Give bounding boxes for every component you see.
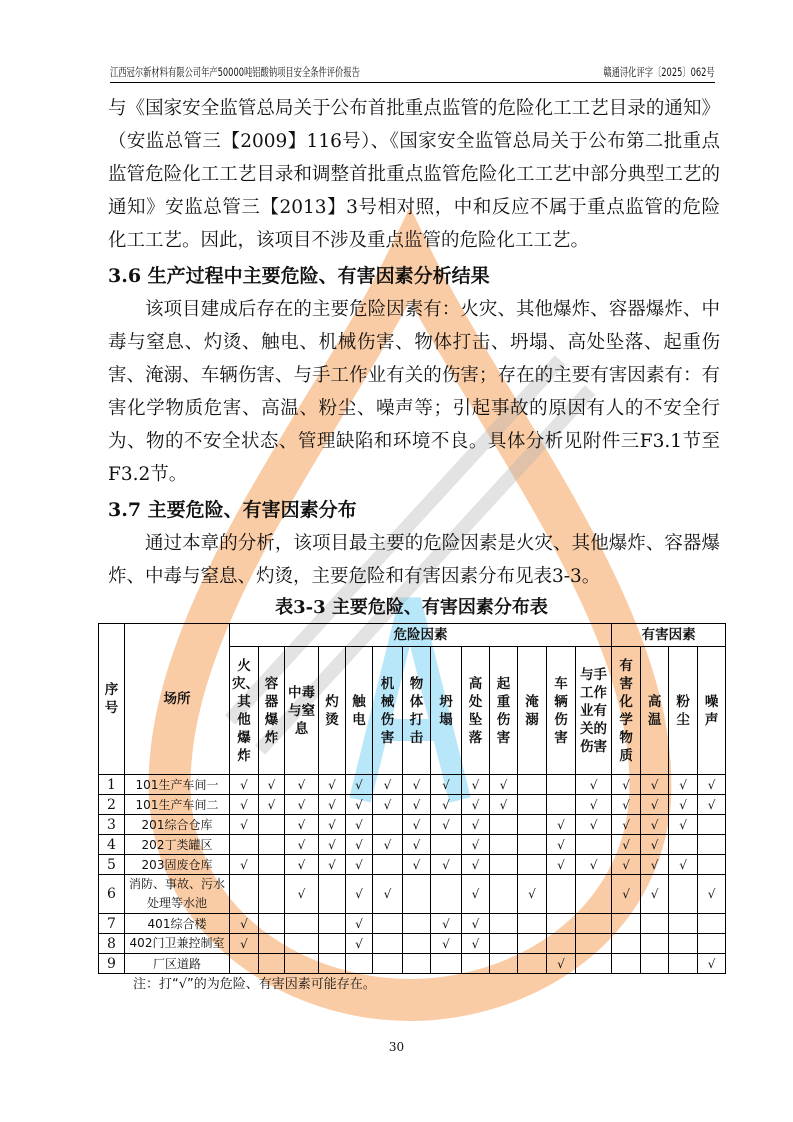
table-row — [99, 934, 726, 954]
header-doc-number: 赣通浔化评字〔2025〕062号 — [603, 65, 715, 79]
check-mark: √ — [669, 855, 698, 875]
check-mark: √ — [576, 815, 612, 835]
empty-cell — [490, 934, 518, 954]
check-mark: √ — [641, 875, 669, 914]
table-row — [99, 875, 726, 914]
check-mark: √ — [346, 775, 373, 795]
col-header-factor: 高温 — [641, 647, 669, 775]
empty-cell — [669, 875, 698, 914]
check-mark: √ — [319, 815, 346, 835]
check-mark: √ — [285, 835, 319, 855]
page-number: 30 — [388, 1040, 405, 1054]
group-header-harm: 有害因素 — [612, 624, 726, 647]
check-mark: √ — [285, 815, 319, 835]
row-place: 202丁类罐区 — [125, 835, 230, 855]
empty-cell — [431, 954, 462, 974]
row-place: 101生产车间一 — [125, 775, 230, 795]
check-mark: √ — [547, 954, 576, 974]
row-number: 8 — [99, 934, 125, 954]
check-mark: √ — [403, 835, 431, 855]
row-place: 401综合楼 — [125, 914, 230, 934]
empty-cell — [518, 835, 547, 855]
empty-cell — [518, 815, 547, 835]
check-mark: √ — [285, 855, 319, 875]
group-header-danger: 危险因素 — [230, 624, 612, 647]
check-mark: √ — [641, 815, 669, 835]
empty-cell — [230, 954, 259, 974]
empty-cell — [669, 954, 698, 974]
empty-cell — [547, 875, 576, 914]
empty-cell — [259, 875, 285, 914]
col-header-factor: 容器爆炸 — [259, 647, 285, 775]
empty-cell — [403, 875, 431, 914]
empty-cell — [285, 914, 319, 934]
check-mark: √ — [346, 914, 373, 934]
page-content — [104, 92, 720, 994]
col-header-factor: 粉尘 — [669, 647, 698, 775]
section-3-6-heading: 3.6 生产过程中主要危险、有害因素分析结果 — [108, 265, 490, 287]
empty-cell — [490, 835, 518, 855]
row-number: 3 — [99, 815, 125, 835]
check-mark: √ — [259, 795, 285, 815]
check-mark: √ — [462, 775, 490, 795]
check-mark: √ — [612, 795, 641, 815]
col-header-factor: 车辆伤害 — [547, 647, 576, 775]
col-header-factor: 有害化学物质 — [612, 647, 641, 775]
check-mark: √ — [403, 775, 431, 795]
empty-cell — [641, 914, 669, 934]
check-mark: √ — [285, 875, 319, 914]
check-mark: √ — [547, 815, 576, 835]
table-row — [99, 835, 726, 855]
hazard-distribution-table — [98, 623, 726, 974]
empty-cell — [319, 934, 346, 954]
empty-cell — [547, 775, 576, 795]
page-header — [110, 64, 715, 83]
check-mark: √ — [490, 795, 518, 815]
check-mark: √ — [230, 795, 259, 815]
row-number: 1 — [99, 775, 125, 795]
check-mark: √ — [698, 875, 726, 914]
check-mark: √ — [346, 815, 373, 835]
table-note: 注：打“√”的为危险、有害因素可能存在。 — [133, 977, 376, 992]
empty-cell — [518, 954, 547, 974]
check-mark: √ — [698, 954, 726, 974]
col-header-no: 序号 — [99, 624, 125, 775]
table-caption: 表3-3 主要危险、有害因素分布表 — [275, 597, 548, 618]
row-place: 201综合仓库 — [125, 815, 230, 835]
empty-cell — [259, 914, 285, 934]
row-place: 101生产车间二 — [125, 795, 230, 815]
empty-cell — [698, 914, 726, 934]
check-mark: √ — [346, 934, 373, 954]
table-row — [99, 815, 726, 835]
empty-cell — [490, 875, 518, 914]
row-number: 9 — [99, 954, 125, 974]
col-header-factor: 噪声 — [698, 647, 726, 775]
check-mark: √ — [641, 835, 669, 855]
empty-cell — [230, 835, 259, 855]
empty-cell — [259, 855, 285, 875]
check-mark: √ — [403, 855, 431, 875]
check-mark: √ — [462, 835, 490, 855]
empty-cell — [669, 914, 698, 934]
col-header-factor: 火灾、其他爆炸 — [230, 647, 259, 775]
empty-cell — [285, 934, 319, 954]
empty-cell — [285, 954, 319, 974]
empty-cell — [612, 934, 641, 954]
section-3-7-heading: 3.7 主要危险、有害因素分布 — [108, 499, 357, 521]
check-mark: √ — [319, 855, 346, 875]
check-mark: √ — [462, 914, 490, 934]
empty-cell — [547, 914, 576, 934]
check-mark: √ — [230, 914, 259, 934]
check-mark: √ — [462, 795, 490, 815]
check-mark: √ — [490, 775, 518, 795]
check-mark: √ — [431, 775, 462, 795]
col-header-factor: 中毒与窒息 — [285, 647, 319, 775]
col-header-factor: 触电 — [346, 647, 373, 775]
document-body — [108, 92, 720, 593]
empty-cell — [431, 835, 462, 855]
intro-paragraph: 与《国家安全监管总局关于公布首批重点监管的危险化工工艺目录的通知》（安监总管三【2009】116号）、《国家安全监管总局关于公布第二批重点监管危险化工工艺目录和调整首批重点监管危险化工工艺中部分典型工艺的通知》安监总管三【2013】3号相对照，中和反应不属于重点监管的危险化工工艺。因此，该项目不涉及重点监管的危险化工工艺。 — [108, 98, 720, 251]
check-mark: √ — [576, 795, 612, 815]
empty-cell — [259, 954, 285, 974]
row-number: 7 — [99, 914, 125, 934]
section-3-6-text: 该项目建成后存在的主要危险因素有：火灾、其他爆炸、容器爆炸、中毒与窒息、灼烫、触电、机械伤害、物体打击、坍塌、高处坠落、起重伤害、淹溺、车辆伤害、与手工作业有关的伤害；存在的主要有害因素有：有害化学物质危害、高温、粉尘、噪声等；引起事故的原因有人的不安全行为、物的不安全状态、管理缺陷和环境不良。具体分析见附件三F3.1节至F3.2节。 — [108, 299, 720, 485]
check-mark: √ — [698, 795, 726, 815]
empty-cell — [518, 775, 547, 795]
table-row — [99, 855, 726, 875]
empty-cell — [230, 875, 259, 914]
empty-cell — [641, 934, 669, 954]
empty-cell — [373, 815, 403, 835]
check-mark: √ — [346, 795, 373, 815]
check-mark: √ — [641, 775, 669, 795]
col-header-factor: 机械伤害 — [373, 647, 403, 775]
check-mark: √ — [576, 775, 612, 795]
check-mark: √ — [462, 855, 490, 875]
row-number: 2 — [99, 795, 125, 815]
empty-cell — [403, 934, 431, 954]
empty-cell — [319, 875, 346, 914]
empty-cell — [403, 914, 431, 934]
empty-cell — [373, 954, 403, 974]
row-place: 厂区道路 — [125, 954, 230, 974]
empty-cell — [576, 875, 612, 914]
check-mark: √ — [285, 795, 319, 815]
check-mark: √ — [612, 815, 641, 835]
empty-cell — [518, 795, 547, 815]
check-mark: √ — [373, 795, 403, 815]
check-mark: √ — [346, 855, 373, 875]
check-mark: √ — [230, 815, 259, 835]
empty-cell — [698, 855, 726, 875]
table-row — [99, 954, 726, 974]
col-header-place: 场所 — [125, 624, 230, 775]
check-mark: √ — [518, 875, 547, 914]
table-row — [99, 775, 726, 795]
col-header-factor: 坍塌 — [431, 647, 462, 775]
empty-cell — [319, 914, 346, 934]
check-mark: √ — [612, 875, 641, 914]
check-mark: √ — [373, 835, 403, 855]
empty-cell — [669, 934, 698, 954]
empty-cell — [669, 835, 698, 855]
check-mark: √ — [576, 855, 612, 875]
check-mark: √ — [641, 855, 669, 875]
table-row — [99, 795, 726, 815]
empty-cell — [431, 875, 462, 914]
empty-cell — [259, 835, 285, 855]
check-mark: √ — [230, 855, 259, 875]
row-number: 6 — [99, 875, 125, 914]
empty-cell — [490, 815, 518, 835]
col-header-factor: 与手工作业有关的伤害 — [576, 647, 612, 775]
check-mark: √ — [319, 795, 346, 815]
check-mark: √ — [319, 775, 346, 795]
row-place: 消防、事故、污水处理等水池 — [125, 875, 230, 914]
col-header-factor: 淹溺 — [518, 647, 547, 775]
check-mark: √ — [431, 795, 462, 815]
check-mark: √ — [462, 815, 490, 835]
empty-cell — [612, 954, 641, 974]
col-header-factor: 物体打击 — [403, 647, 431, 775]
empty-cell — [612, 914, 641, 934]
empty-cell — [490, 954, 518, 974]
check-mark: √ — [431, 934, 462, 954]
row-place: 203固废仓库 — [125, 855, 230, 875]
empty-cell — [373, 914, 403, 934]
empty-cell — [576, 954, 612, 974]
empty-cell — [259, 934, 285, 954]
empty-cell — [518, 855, 547, 875]
check-mark: √ — [230, 934, 259, 954]
empty-cell — [490, 914, 518, 934]
check-mark: √ — [669, 775, 698, 795]
check-mark: √ — [612, 855, 641, 875]
empty-cell — [373, 855, 403, 875]
empty-cell — [403, 954, 431, 974]
col-header-factor: 灼烫 — [319, 647, 346, 775]
check-mark: √ — [547, 855, 576, 875]
empty-cell — [518, 914, 547, 934]
empty-cell — [698, 835, 726, 855]
check-mark: √ — [346, 835, 373, 855]
check-mark: √ — [285, 775, 319, 795]
row-place: 402门卫兼控制室 — [125, 934, 230, 954]
check-mark: √ — [373, 875, 403, 914]
check-mark: √ — [462, 934, 490, 954]
check-mark: √ — [403, 795, 431, 815]
check-mark: √ — [431, 914, 462, 934]
empty-cell — [346, 954, 373, 974]
empty-cell — [641, 954, 669, 974]
check-mark: √ — [346, 875, 373, 914]
empty-cell — [698, 934, 726, 954]
empty-cell — [576, 934, 612, 954]
check-mark: √ — [547, 835, 576, 855]
empty-cell — [373, 934, 403, 954]
col-header-factor: 高处坠落 — [462, 647, 490, 775]
empty-cell — [547, 934, 576, 954]
row-number: 5 — [99, 855, 125, 875]
check-mark: √ — [319, 835, 346, 855]
empty-cell — [259, 815, 285, 835]
empty-cell — [576, 914, 612, 934]
check-mark: √ — [403, 815, 431, 835]
section-3-7-text: 通过本章的分析，该项目最主要的危险因素是火灾、其他爆炸、容器爆炸、中毒与窒息、灼烫，主要危险和有害因素分布见表3-3。 — [108, 533, 720, 587]
check-mark: √ — [612, 775, 641, 795]
row-number: 4 — [99, 835, 125, 855]
empty-cell — [576, 835, 612, 855]
check-mark: √ — [431, 815, 462, 835]
header-title: 江西冠尔新材料有限公司年产50000吨铝酸钠项目安全条件评价报告 — [110, 65, 360, 79]
check-mark: √ — [462, 875, 490, 914]
check-mark: √ — [259, 775, 285, 795]
empty-cell — [490, 855, 518, 875]
table-row — [99, 914, 726, 934]
check-mark: √ — [698, 775, 726, 795]
empty-cell — [698, 815, 726, 835]
empty-cell — [319, 954, 346, 974]
check-mark: √ — [431, 855, 462, 875]
check-mark: √ — [641, 795, 669, 815]
check-mark: √ — [612, 835, 641, 855]
empty-cell — [462, 954, 490, 974]
col-header-factor: 起重伤害 — [490, 647, 518, 775]
empty-cell — [547, 795, 576, 815]
check-mark: √ — [373, 775, 403, 795]
check-mark: √ — [669, 795, 698, 815]
check-mark: √ — [230, 775, 259, 795]
check-mark: √ — [669, 815, 698, 835]
empty-cell — [518, 934, 547, 954]
